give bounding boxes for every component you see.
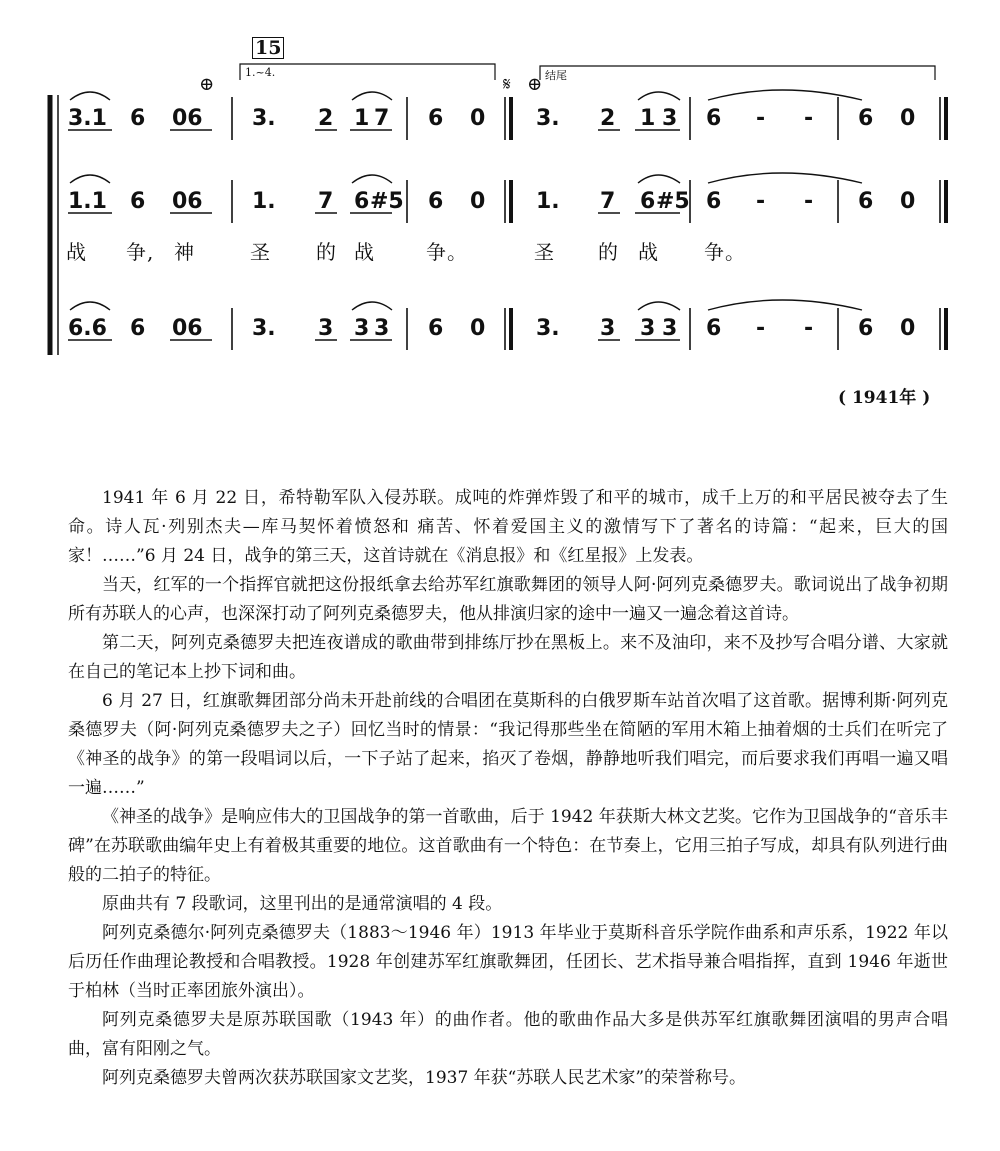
note: 6: [130, 189, 146, 214]
paragraph: 阿列克桑德罗夫是原苏联国歌（1943 年）的曲作者。他的歌曲作品大多是供苏军红旗歌舞团演唱的男声合唱曲，富有阳刚之气。: [68, 1010, 948, 1059]
note: 6: [706, 316, 722, 341]
lyric: 的: [316, 240, 337, 264]
paragraph: 6 月 27 日，红旗歌舞团部分尚未开赴前线的合唱团在莫斯科的白俄罗斯车站首次唱了这首歌。据博利斯·阿列克桑德罗夫（阿·阿列克桑德罗夫之子）回忆当时的情景：“我记得那些坐在简陋的军用木箱上抽着烟的士兵们在听完了《神圣的战争》的第一段唱词以后，一下子站了起来，掐灭了卷烟，静静地听我们唱完，而后要求我们再唱一遍又唱一遍……”: [68, 691, 948, 798]
lyric: 战: [354, 240, 375, 264]
note: 2: [318, 106, 334, 131]
note: 7: [374, 106, 390, 131]
coda-symbol-2: ⊕: [527, 74, 543, 95]
note: -: [756, 189, 766, 214]
note: 7: [600, 189, 616, 214]
note: 6: [354, 189, 370, 214]
note: -: [756, 316, 766, 341]
note: -: [804, 316, 814, 341]
article-body: [68, 484, 948, 1093]
segno-symbol: 𝄋: [503, 74, 511, 95]
note: 1.: [536, 189, 560, 214]
music-score: [0, 0, 1000, 420]
volta-label: 1.~4.: [245, 66, 276, 79]
measure-number: 15: [252, 37, 284, 59]
note: 0: [900, 106, 916, 131]
lyric: 战: [66, 240, 87, 264]
volta-bracket: [240, 64, 495, 80]
note: -: [804, 189, 814, 214]
note: 3.: [536, 316, 560, 341]
barlines-row1: [232, 97, 946, 140]
paragraph: 当天，红军的一个指挥官就把这份报纸拿去给苏军红旗歌舞团的领导人阿·阿列克桑德罗夫。歌词说出了战争初期所有苏联人的心声，也深深打动了阿列克桑德罗夫，他从排演归家的途中一遍又一遍念着这首诗。: [68, 575, 948, 624]
note: 6: [858, 189, 874, 214]
lyric: 的: [598, 240, 619, 264]
note: #5: [656, 189, 690, 214]
note: 3: [318, 316, 334, 341]
note: 3: [662, 316, 678, 341]
note: #5: [370, 189, 404, 214]
barlines-row3: [232, 308, 946, 350]
note: 06: [172, 189, 203, 214]
note: 3: [374, 316, 390, 341]
lyric: 神: [174, 240, 195, 264]
note: 1.: [252, 189, 276, 214]
note: 3.: [536, 106, 560, 131]
note: 1: [354, 106, 370, 131]
coda-bracket: [540, 66, 935, 80]
note: 3.: [252, 106, 276, 131]
paragraph: 原曲共有 7 段歌词，这里刊出的是通常演唱的 4 段。: [102, 894, 503, 914]
note: 06: [172, 106, 203, 131]
note: 0: [470, 106, 486, 131]
note: 6: [428, 189, 444, 214]
lyric: 圣: [534, 240, 555, 264]
note: 6: [858, 106, 874, 131]
note: 3.1: [68, 106, 107, 131]
note: 6: [130, 316, 146, 341]
note: 6: [428, 106, 444, 131]
note: 06: [172, 316, 203, 341]
note: 3.: [252, 316, 276, 341]
coda-label: 结尾: [545, 69, 567, 82]
note: 3: [640, 316, 656, 341]
paragraph: 阿列克桑德罗夫曾两次获苏联国家文艺奖，1937 年获“苏联人民艺术家”的荣誉称号。: [102, 1068, 747, 1088]
note: 6.6: [68, 316, 107, 341]
coda-symbol-1: ⊕: [199, 74, 215, 95]
paragraph: 《神圣的战争》是响应伟大的卫国战争的第一首歌曲，后于 1942 年获斯大林文艺奖。它作为卫国战争的“音乐丰碑”在苏联歌曲编年史上有着极其重要的地位。这首歌曲有一个特色：在节奏上，它用三拍子写成，却具有队列进行曲般的二拍子的特征。: [68, 807, 948, 885]
note: 7: [318, 189, 334, 214]
note: 6: [706, 106, 722, 131]
note: 3: [354, 316, 370, 341]
paragraph: 第二天，阿列克桑德罗夫把连夜谱成的歌曲带到排练厅抄在黑板上。来不及油印，来不及抄写合唱分谱、大家就在自己的笔记本上抄下词和曲。: [68, 633, 948, 682]
lyric: 争。: [704, 240, 746, 264]
note: 6: [858, 316, 874, 341]
note: 6: [706, 189, 722, 214]
note: 2: [600, 106, 616, 131]
note: 1: [640, 106, 656, 131]
note-underlines: [68, 130, 680, 340]
note: 3: [600, 316, 616, 341]
lyric: 争,: [126, 240, 155, 264]
note: 6: [130, 106, 146, 131]
paragraph: 阿列克桑德尔·阿列克桑德罗夫（1883～1946 年）1913 年毕业于莫斯科音乐学院作曲系和声乐系，1922 年以后历任作曲理论教授和合唱教授。1928 年创建苏军红旗歌舞团，任团长、艺术指导兼合唱指挥，直到 1946 年逝世于柏林（当时正率团旅外演出）。: [68, 923, 948, 1001]
note: 0: [900, 316, 916, 341]
composition-year: ( 1941年 ): [838, 388, 931, 408]
score-lines: [0, 0, 1000, 420]
lyric: 战: [638, 240, 659, 264]
note: 3: [662, 106, 678, 131]
note: -: [756, 106, 766, 131]
note: 0: [470, 316, 486, 341]
note: 1.1: [68, 189, 107, 214]
note: 6: [640, 189, 656, 214]
lyric: 争。: [426, 240, 468, 264]
lyric: 圣: [250, 240, 271, 264]
note: 6: [428, 316, 444, 341]
barlines-row2: [232, 180, 946, 223]
note: -: [804, 106, 814, 131]
paragraph: 1941 年 6 月 22 日，希特勒军队入侵苏联。成吨的炸弹炸毁了和平的城市，成千上万的和平居民被夺去了生命。诗人瓦·列别杰夫—库马契怀着愤怒和 痛苦、怀着爱国主义的激情写下了著名的诗篇：“起来，巨大的国家！……”6 月 24 日，战争的第三天，这首诗就在《消息报》和《红星报》上发表。: [68, 488, 948, 566]
note: 0: [470, 189, 486, 214]
note: 0: [900, 189, 916, 214]
